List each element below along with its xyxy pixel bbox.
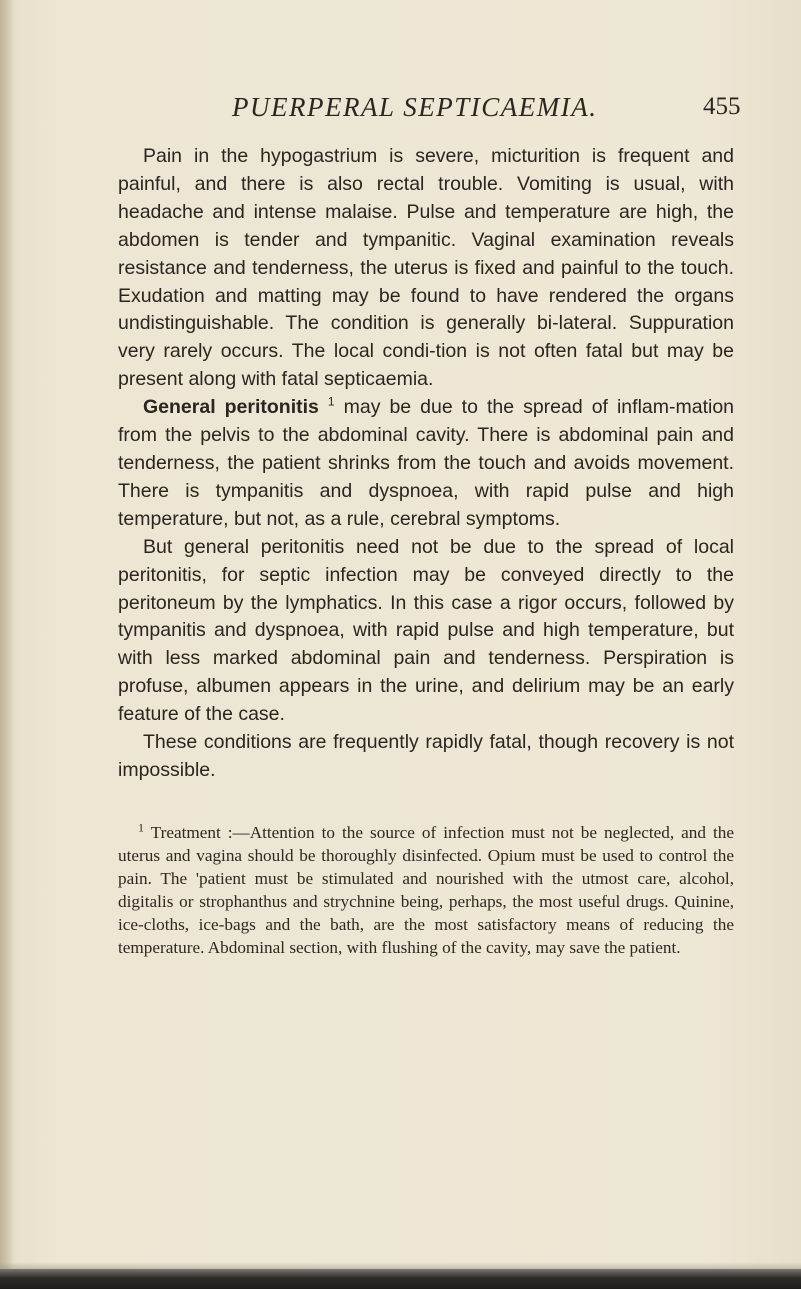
paragraph-prognosis: These conditions are frequently rapidly fatal, though recovery is not impossible. bbox=[118, 731, 734, 781]
body-text bbox=[118, 143, 734, 785]
running-title: PUERPERAL SEPTICAEMIA. bbox=[232, 92, 598, 122]
page-bottom-edge bbox=[0, 1269, 801, 1289]
paragraph-lymphatic-spread: But general peritonitis need not be due to the spread of local peritonitis, for septic infection may be conveyed directly to the peritoneum by the lymphatics. In this case a rigor occurs, followed by tympanitis and dyspnoea, with rapid pulse and high temperature, but with less marked abdominal pain and tenderness. Perspiration is profuse, albumen appears in the urine, and delirium may be an early feature of the case. bbox=[118, 535, 734, 726]
page-header bbox=[0, 92, 801, 126]
footnote-reference: 1 bbox=[327, 394, 335, 409]
paragraph-local-peritonitis: Pain in the hypogastrium is severe, micturition is frequent and painful, and there is also rectal trouble. Vomiting is usual, with headache and intense malaise. Pulse and temperature are high, the abdomen is tender and tympanitic. Vaginal examination reveals resistance and tenderness, the uterus is fixed and painful to the touch. Exudation and matting may be found to have rendered the organs undistinguishable. The condition is generally bi-lateral. Suppuration very rarely occurs. The local condi-tion is not often fatal but may be present along with fatal septicaemia. bbox=[118, 145, 734, 391]
footnote-text: Treatment :—Attention to the source of infection must not be neglected, and the uterus and vagina should be thoroughly disinfected. Opium must be used to control the pain. The 'patient must be stimulated and nourished with the utmost care, alcohol, digitalis or strophanthus and strychnine being, perhaps, the most useful drugs. Quinine, ice-cloths, ice-bags and the bath, are the most satisfactory means of reducing the temperature. Abdominal section, with flushing of the cavity, may save the patient. bbox=[118, 823, 734, 958]
paragraph-general-peritonitis bbox=[118, 394, 734, 534]
paragraph-general-peritonitis-text: may be due to the spread of inflam-mation from the pelvis to the abdominal cavity. There is abdominal pain and tenderness, the patient shrinks from the touch and avoids movement. There is tympanitis and dyspnoea, with rapid pulse and high temperature, but not, as a rule, cerebral symptoms. bbox=[118, 396, 735, 530]
run-in-heading: General peritonitis bbox=[143, 396, 319, 419]
footnote bbox=[118, 821, 734, 960]
page-number: 455 bbox=[703, 93, 741, 120]
footnote-marker: 1 bbox=[138, 820, 144, 835]
binding-shadow bbox=[0, 0, 14, 1289]
